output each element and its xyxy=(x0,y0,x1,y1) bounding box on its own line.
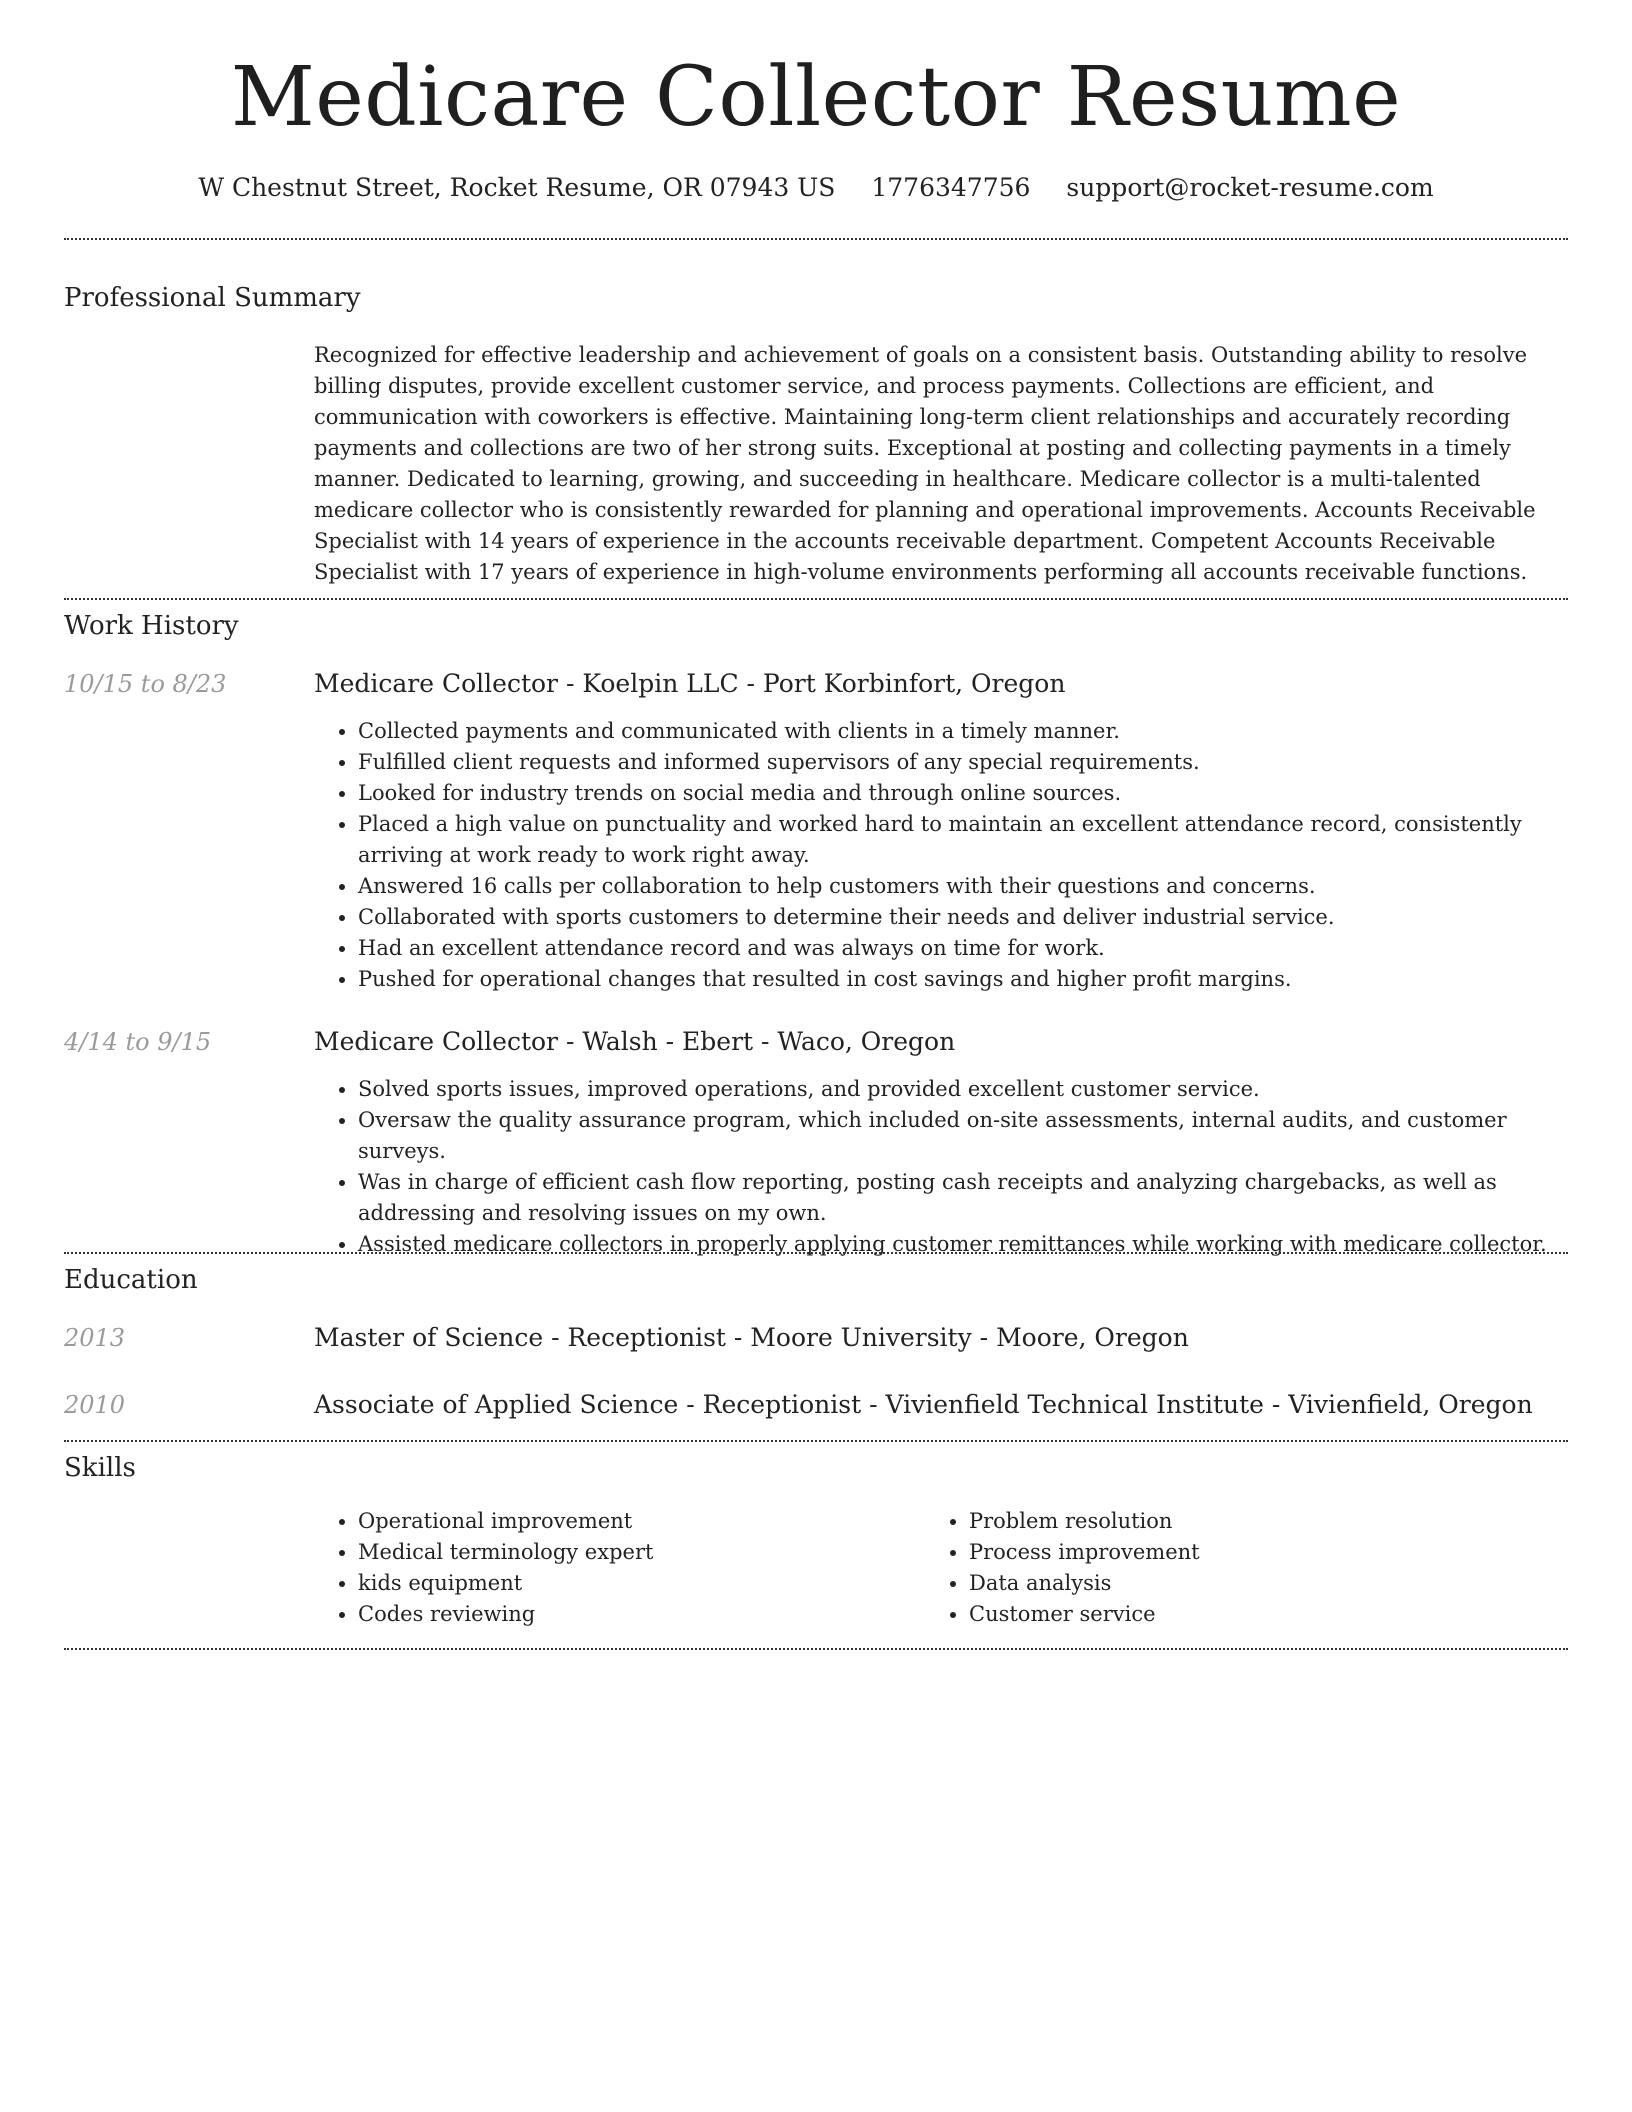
job-dates: 4/14 to 9/15 xyxy=(64,1028,212,1056)
list-item: • Answered 16 calls per collaboration to help customers with their questions and concerns. xyxy=(358,871,1566,902)
education-entry: Associate of Applied Science - Receptionist - Vivienfield Technical Institute - Vivienfield, Oregon xyxy=(314,1390,1533,1419)
skill-item: • Problem resolution xyxy=(969,1506,1529,1537)
divider xyxy=(64,1648,1568,1650)
list-item: • Placed a high value on punctuality and worked hard to maintain an excellent attendance record, consistently arriving at work ready to work right away. xyxy=(358,809,1566,871)
list-item: • Collected payments and communicated with clients in a timely manner. xyxy=(358,716,1566,747)
divider xyxy=(64,1252,1568,1254)
education-year: 2013 xyxy=(64,1324,126,1352)
divider xyxy=(64,598,1568,600)
contact-email: support@rocket-resume.com xyxy=(1066,173,1434,202)
section-title-work: Work History xyxy=(64,611,239,641)
job-title: Medicare Collector - Walsh - Ebert - Waco, Oregon xyxy=(314,1027,956,1056)
skill-item: • Medical terminology expert xyxy=(358,1537,918,1568)
list-item: • Oversaw the quality assurance program, which included on-site assessments, internal audits, and customer surveys. xyxy=(358,1105,1566,1167)
skill-item: • Data analysis xyxy=(969,1568,1529,1599)
contact-line xyxy=(0,168,1632,208)
skill-item: • Operational improvement xyxy=(358,1506,918,1537)
section-title-skills: Skills xyxy=(64,1453,136,1483)
education-year: 2010 xyxy=(64,1391,126,1419)
job-bullets xyxy=(314,716,1566,995)
skill-item: • Customer service xyxy=(969,1599,1529,1630)
list-item: • Solved sports issues, improved operations, and provided excellent customer service. xyxy=(358,1074,1566,1105)
skill-item: • Codes reviewing xyxy=(358,1599,918,1630)
list-item: • Fulfilled client requests and informed supervisors of any special requirements. xyxy=(358,747,1566,778)
job-title: Medicare Collector - Koelpin LLC - Port Korbinfort, Oregon xyxy=(314,669,1066,698)
job-bullets xyxy=(314,1074,1566,1260)
contact-address: W Chestnut Street, Rocket Resume, OR 07943 US xyxy=(198,173,836,202)
section-title-summary: Professional Summary xyxy=(64,283,361,313)
summary-text: Recognized for effective leadership and achievement of goals on a consistent basis. Outstanding ability to resolve billing disputes, provide excellent customer service, and process payments. Collections are efficient, and communication with coworkers is effective. Maintaining long-term client relationships and accurately recording payments and collections are two of her strong suits. Exceptional at posting and collecting payments in a timely manner. Dedicated to learning, growing, and succeeding in healthcare. Medicare collector is a multi-talented medicare collector who is consistently rewarded for planning and operational improvements. Accounts Receivable Specialist with 14 years of experience in the accounts receivable department. Competent Accounts Receivable Specialist with 17 years of experience in high-volume environments performing all accounts receivable functions. xyxy=(314,343,1536,584)
resume-title: Medicare Collector Resume xyxy=(230,50,1402,145)
section-title-education: Education xyxy=(64,1265,198,1295)
list-item: • Looked for industry trends on social media and through online sources. xyxy=(358,778,1566,809)
list-item: • Was in charge of efficient cash flow reporting, posting cash receipts and analyzing chargebacks, as well as addressing and resolving issues on my own. xyxy=(358,1167,1566,1229)
list-item: • Assisted medicare collectors in properly applying customer remittances while working with medicare collector. xyxy=(358,1229,1566,1260)
list-item: • Pushed for operational changes that resulted in cost savings and higher profit margins. xyxy=(358,964,1566,995)
education-entry: Master of Science - Receptionist - Moore University - Moore, Oregon xyxy=(314,1323,1189,1352)
list-item: • Collaborated with sports customers to determine their needs and deliver industrial service. xyxy=(358,902,1566,933)
skills-list-left xyxy=(314,1506,918,1630)
skill-item: • Process improvement xyxy=(969,1537,1529,1568)
divider xyxy=(64,238,1568,240)
job-dates: 10/15 to 8/23 xyxy=(64,670,227,698)
list-item: • Had an excellent attendance record and was always on time for work. xyxy=(358,933,1566,964)
skill-item: • kids equipment xyxy=(358,1568,918,1599)
skills-list-right xyxy=(925,1506,1529,1630)
divider xyxy=(64,1440,1568,1442)
contact-phone: 1776347756 xyxy=(871,173,1031,202)
